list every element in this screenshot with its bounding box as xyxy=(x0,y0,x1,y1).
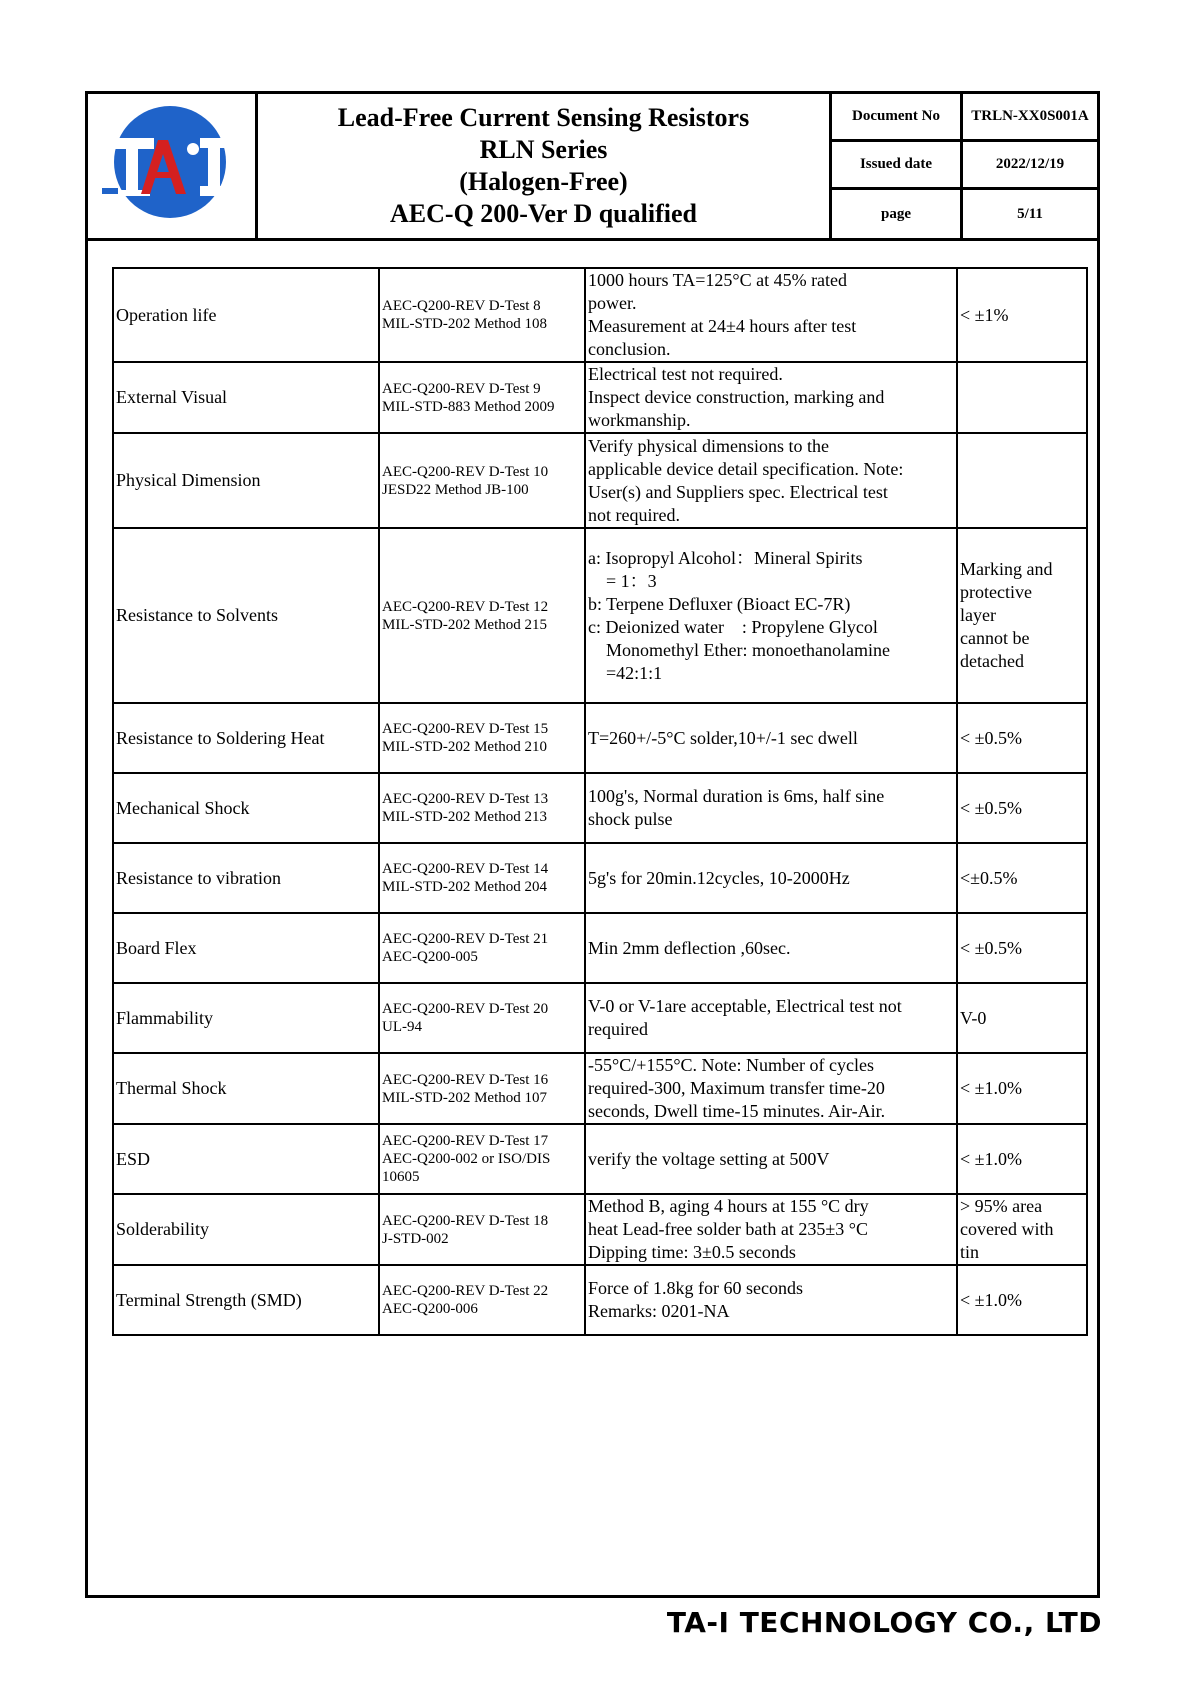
requirement-cell xyxy=(957,1124,1087,1194)
test-condition-cell xyxy=(585,528,957,703)
test-condition-line: verify the voltage setting at 500V xyxy=(588,1148,830,1169)
test-condition-line: b: Terpene Defluxer (Bioact EC-7R) xyxy=(588,593,851,614)
test-item-cell: ESD xyxy=(113,1124,379,1194)
reference-standard-line: 10605 xyxy=(382,1169,420,1185)
reference-standard-line: AEC-Q200-REV D-Test 8 xyxy=(382,298,541,314)
reference-standard-cell xyxy=(379,528,585,703)
requirement-line: Marking and xyxy=(960,559,1053,579)
test-condition-line: conclusion. xyxy=(588,339,671,359)
test-condition-line: 1000 hours TA=125°C at 45% rated xyxy=(588,270,848,290)
reference-standard-line: AEC-Q200-005 xyxy=(382,949,478,965)
test-condition-line: T=260+/-5°C solder,10+/-1 sec dwell xyxy=(588,727,858,748)
table-row xyxy=(113,703,1087,773)
reference-standard-line: AEC-Q200-REV D-Test 21 xyxy=(382,931,549,947)
reference-standard-cell xyxy=(379,1124,585,1194)
requirement-cell xyxy=(957,433,1087,528)
test-condition-cell xyxy=(585,843,957,913)
page-label: page xyxy=(832,190,963,238)
test-condition-cell xyxy=(585,1194,957,1265)
requirement-line: covered with xyxy=(960,1219,1054,1239)
reference-standard-cell xyxy=(379,843,585,913)
meta-row-document-no xyxy=(832,94,1097,142)
test-condition-line: =42:1:1 xyxy=(588,662,663,683)
test-item-cell: Physical Dimension xyxy=(113,433,379,528)
table-row xyxy=(113,433,1087,528)
requirement-cell xyxy=(957,913,1087,983)
table-row xyxy=(113,983,1087,1053)
test-condition-line: Dipping time: 3±0.5 seconds xyxy=(588,1242,796,1262)
document-header xyxy=(88,94,1097,241)
requirement-cell xyxy=(957,1265,1087,1335)
reference-standard-line: AEC-Q200-REV D-Test 20 xyxy=(382,1001,549,1017)
test-condition-cell xyxy=(585,1124,957,1194)
company-logo xyxy=(88,94,255,238)
test-condition-line: User(s) and Suppliers spec. Electrical test xyxy=(588,481,888,502)
page-frame xyxy=(85,91,1100,1598)
test-condition-line: Inspect device construction, marking and xyxy=(588,387,885,407)
test-condition-cell xyxy=(585,268,957,362)
document-no-value: TRLN-XX0S001A xyxy=(971,108,1089,124)
title-line: (Halogen-Free) xyxy=(459,167,628,196)
table-row xyxy=(113,362,1087,433)
test-condition-line: workmanship. xyxy=(588,410,691,430)
test-condition-cell xyxy=(585,913,957,983)
reference-standard-line: MIL-STD-202 Method 204 xyxy=(382,879,547,895)
test-condition-line: 100g's, Normal duration is 6ms, half sine xyxy=(588,786,885,806)
requirement-cell xyxy=(957,703,1087,773)
test-condition-line: not required. xyxy=(588,504,680,525)
test-condition-line: a: Isopropyl Alcohol：Mineral Spirits xyxy=(588,547,863,568)
requirement-line: layer xyxy=(960,605,996,625)
reference-standard-line: AEC-Q200-REV D-Test 13 xyxy=(382,791,549,807)
requirement-line: cannot be xyxy=(960,628,1030,648)
test-item-cell: Flammability xyxy=(113,983,379,1053)
reference-standard-cell xyxy=(379,983,585,1053)
test-condition-cell xyxy=(585,1053,957,1124)
title-line: AEC-Q 200-Ver D qualified xyxy=(390,199,697,228)
table-row xyxy=(113,773,1087,843)
reference-standard-line: AEC-Q200-REV D-Test 15 xyxy=(382,721,549,737)
test-condition-line: heat Lead-free solder bath at 235±3 °C xyxy=(588,1219,868,1239)
reference-standard-cell xyxy=(379,703,585,773)
test-condition-line: required-300, Maximum transfer time-20 xyxy=(588,1078,885,1098)
test-item-cell: Mechanical Shock xyxy=(113,773,379,843)
company-name: TA-I TECHNOLOGY CO., LTD xyxy=(666,1606,1102,1639)
reference-standard-line: AEC-Q200-REV D-Test 12 xyxy=(382,598,549,615)
requirement-line: < ±1% xyxy=(960,304,1009,325)
requirement-line: < ±0.5% xyxy=(960,797,1023,818)
test-condition-line: Monomethyl Ether: monoethanolamine xyxy=(588,639,890,660)
requirement-cell xyxy=(957,773,1087,843)
test-item-cell: External Visual xyxy=(113,362,379,433)
test-spec-body xyxy=(113,268,1087,1335)
title-line: RLN Series xyxy=(479,135,608,164)
reference-standard-line: MIL-STD-202 Method 108 xyxy=(382,316,547,332)
reference-standard-line: MIL-STD-202 Method 107 xyxy=(382,1089,547,1106)
requirement-cell xyxy=(957,528,1087,703)
test-condition-cell xyxy=(585,773,957,843)
requirement-line: < ±1.0% xyxy=(960,1289,1023,1310)
test-condition-line: power. xyxy=(588,293,637,313)
reference-standard-line: AEC-Q200-006 xyxy=(382,1301,478,1317)
table-row xyxy=(113,528,1087,703)
reference-standard-line: AEC-Q200-002 or ISO/DIS xyxy=(382,1151,551,1167)
reference-standard-cell xyxy=(379,1265,585,1335)
reference-standard-line: JESD22 Method JB-100 xyxy=(382,481,529,498)
reference-standard-line: UL-94 xyxy=(382,1019,422,1035)
reference-standard-line: AEC-Q200-REV D-Test 9 xyxy=(382,380,541,397)
requirement-cell xyxy=(957,362,1087,433)
test-condition-line: -55°C/+155°C. Note: Number of cycles xyxy=(588,1055,874,1075)
table-row xyxy=(113,913,1087,983)
requirement-cell xyxy=(957,1053,1087,1124)
test-condition-line: Method B, aging 4 hours at 155 °C dry xyxy=(588,1196,869,1216)
requirement-line: < ±0.5% xyxy=(960,727,1023,748)
test-condition-line: seconds, Dwell time-15 minutes. Air-Air. xyxy=(588,1101,886,1121)
test-spec-table xyxy=(112,267,1088,1336)
document-meta xyxy=(832,94,1097,238)
requirement-line: tin xyxy=(960,1242,980,1262)
requirement-line: > 95% area xyxy=(960,1196,1043,1216)
page-value: 5/11 xyxy=(1017,205,1043,222)
meta-row-issued-date xyxy=(832,142,1097,190)
reference-standard-line: AEC-Q200-REV D-Test 18 xyxy=(382,1212,549,1229)
table-row xyxy=(113,268,1087,362)
test-condition-line: required xyxy=(588,1019,648,1039)
test-item-cell: Solderability xyxy=(113,1194,379,1265)
reference-standard-cell xyxy=(379,1194,585,1265)
issued-date-label: Issued date xyxy=(832,142,963,187)
reference-standard-cell xyxy=(379,268,585,362)
reference-standard-line: AEC-Q200-REV D-Test 10 xyxy=(382,463,549,480)
requirement-line: detached xyxy=(960,651,1024,671)
reference-standard-cell xyxy=(379,913,585,983)
document-title xyxy=(258,94,832,238)
test-condition-line: shock pulse xyxy=(588,809,673,829)
test-item-cell: Operation life xyxy=(113,268,379,362)
test-condition-line: Force of 1.8kg for 60 seconds xyxy=(588,1278,803,1298)
test-item-cell: Resistance to Soldering Heat xyxy=(113,703,379,773)
logo-cell xyxy=(88,94,258,238)
table-row xyxy=(113,1194,1087,1265)
requirement-cell xyxy=(957,1194,1087,1265)
reference-standard-cell xyxy=(379,773,585,843)
test-item-cell: Terminal Strength (SMD) xyxy=(113,1265,379,1335)
table-row xyxy=(113,1053,1087,1124)
test-condition-cell xyxy=(585,703,957,773)
test-condition-cell xyxy=(585,1265,957,1335)
requirement-line: < ±0.5% xyxy=(960,937,1023,958)
reference-standard-line: AEC-Q200-REV D-Test 16 xyxy=(382,1071,549,1088)
requirement-line: < ±1.0% xyxy=(960,1148,1023,1169)
table-row xyxy=(113,1124,1087,1194)
title-line: Lead-Free Current Sensing Resistors xyxy=(337,103,750,132)
test-condition-line: Verify physical dimensions to the xyxy=(588,435,829,456)
reference-standard-line: MIL-STD-202 Method 215 xyxy=(382,616,547,633)
requirement-cell xyxy=(957,983,1087,1053)
test-item-cell: Thermal Shock xyxy=(113,1053,379,1124)
meta-row-page xyxy=(832,190,1097,238)
test-condition-line: c: Deionized water : Propylene Glycol xyxy=(588,616,878,637)
test-condition-line: = 1：3 xyxy=(588,570,657,591)
reference-standard-cell xyxy=(379,362,585,433)
test-item-cell: Resistance to vibration xyxy=(113,843,379,913)
reference-standard-cell xyxy=(379,1053,585,1124)
test-condition-line: Measurement at 24±4 hours after test xyxy=(588,316,857,336)
requirement-cell xyxy=(957,268,1087,362)
reference-standard-line: J-STD-002 xyxy=(382,1230,449,1247)
requirement-line: <±0.5% xyxy=(960,867,1018,888)
reference-standard-line: MIL-STD-883 Method 2009 xyxy=(382,398,555,415)
test-condition-cell xyxy=(585,983,957,1053)
test-item-cell: Resistance to Solvents xyxy=(113,528,379,703)
table-row xyxy=(113,843,1087,913)
test-condition-line: Min 2mm deflection ,60sec. xyxy=(588,937,791,958)
reference-standard-cell xyxy=(379,433,585,528)
reference-standard-line: AEC-Q200-REV D-Test 14 xyxy=(382,861,549,877)
test-condition-line: V-0 or V-1are acceptable, Electrical test not xyxy=(588,996,902,1016)
test-condition-line: applicable device detail specification. Note: xyxy=(588,458,904,479)
test-condition-line: Remarks: 0201-NA xyxy=(588,1301,730,1321)
reference-standard-line: AEC-Q200-REV D-Test 17 xyxy=(382,1133,549,1149)
reference-standard-line: MIL-STD-202 Method 210 xyxy=(382,739,547,755)
issued-date-value: 2022/12/19 xyxy=(995,156,1065,172)
requirement-line: V-0 xyxy=(960,1007,987,1028)
requirement-line: < ±1.0% xyxy=(960,1078,1023,1098)
table-row xyxy=(113,1265,1087,1335)
test-condition-line: Electrical test not required. xyxy=(588,364,783,384)
requirement-cell xyxy=(957,843,1087,913)
test-item-cell: Board Flex xyxy=(113,913,379,983)
test-condition-cell xyxy=(585,362,957,433)
test-condition-line: 5g's for 20min.12cycles, 10-2000Hz xyxy=(588,867,850,888)
reference-standard-line: MIL-STD-202 Method 213 xyxy=(382,809,547,825)
document-no-label: Document No xyxy=(832,94,963,139)
test-condition-cell xyxy=(585,433,957,528)
requirement-line: protective xyxy=(960,582,1032,602)
reference-standard-line: AEC-Q200-REV D-Test 22 xyxy=(382,1283,549,1299)
